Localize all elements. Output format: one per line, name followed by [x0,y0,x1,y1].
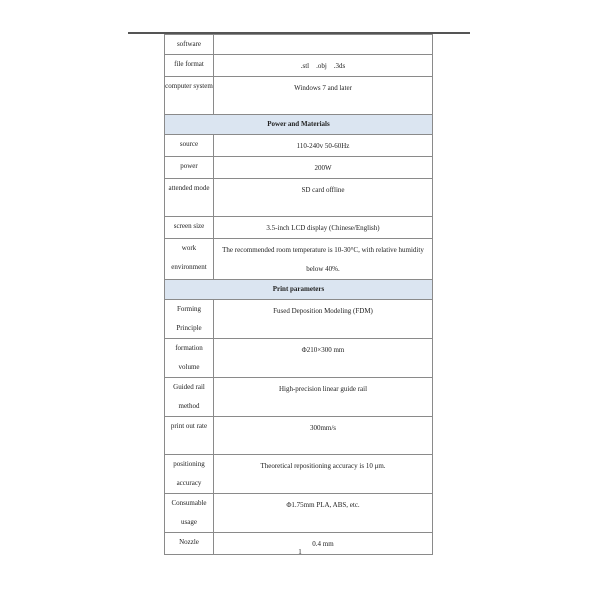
row-value: SD card offline [214,179,433,217]
page-number: 1 [298,548,302,556]
table-row [165,55,433,77]
row-label: source [165,135,214,157]
row-label: power [165,157,214,179]
table-row [165,157,433,179]
section-title: Print parameters [165,280,433,300]
table-row [165,300,433,339]
row-value: High-precision linear guide rail [214,378,433,417]
row-label: Nozzle [165,533,214,555]
row-label: software [165,35,214,55]
row-label: Guided rail method [165,378,214,417]
row-label: computer system [165,77,214,115]
section-title: Power and Materials [165,115,433,135]
table-row [165,455,433,494]
table-row [165,239,433,280]
section-header-print [165,280,433,300]
row-value: 0.4 mm [214,533,433,555]
row-label: attended mode [165,179,214,217]
row-label: positioning accuracy [165,455,214,494]
row-value: 3.5-inch LCD display (Chinese/English) [214,217,433,239]
table-row [165,378,433,417]
row-value: .stl .obj .3ds [214,55,433,77]
row-label: work environment [165,239,214,280]
row-label: print out rate [165,417,214,455]
table-row [165,217,433,239]
row-label: screen size [165,217,214,239]
row-value: The recommended room temperature is 10-30°C, with relative humidity below 40%. [214,239,433,280]
table-row [165,77,433,115]
section-header-power [165,115,433,135]
row-value: 300mm/s [214,417,433,455]
table-row [165,494,433,533]
row-label: Consumable usage [165,494,214,533]
table-row [165,179,433,217]
row-label: Forming Principle [165,300,214,339]
row-value: 110-240v 50-60Hz [214,135,433,157]
row-label: formation volume [165,339,214,378]
row-value: Φ210×300 mm [214,339,433,378]
row-value: Fused Deposition Modeling (FDM) [214,300,433,339]
row-label: file format [165,55,214,77]
row-value: Windows 7 and later [214,77,433,115]
table-row [165,35,433,55]
table-row [165,339,433,378]
row-value: Φ1.75mm PLA, ABS, etc. [214,494,433,533]
row-value [214,35,433,55]
table-row [165,417,433,455]
row-value: 200W [214,157,433,179]
row-value: Theoretical repositioning accuracy is 10 μm. [214,455,433,494]
table-row [165,135,433,157]
spec-table [164,34,433,555]
